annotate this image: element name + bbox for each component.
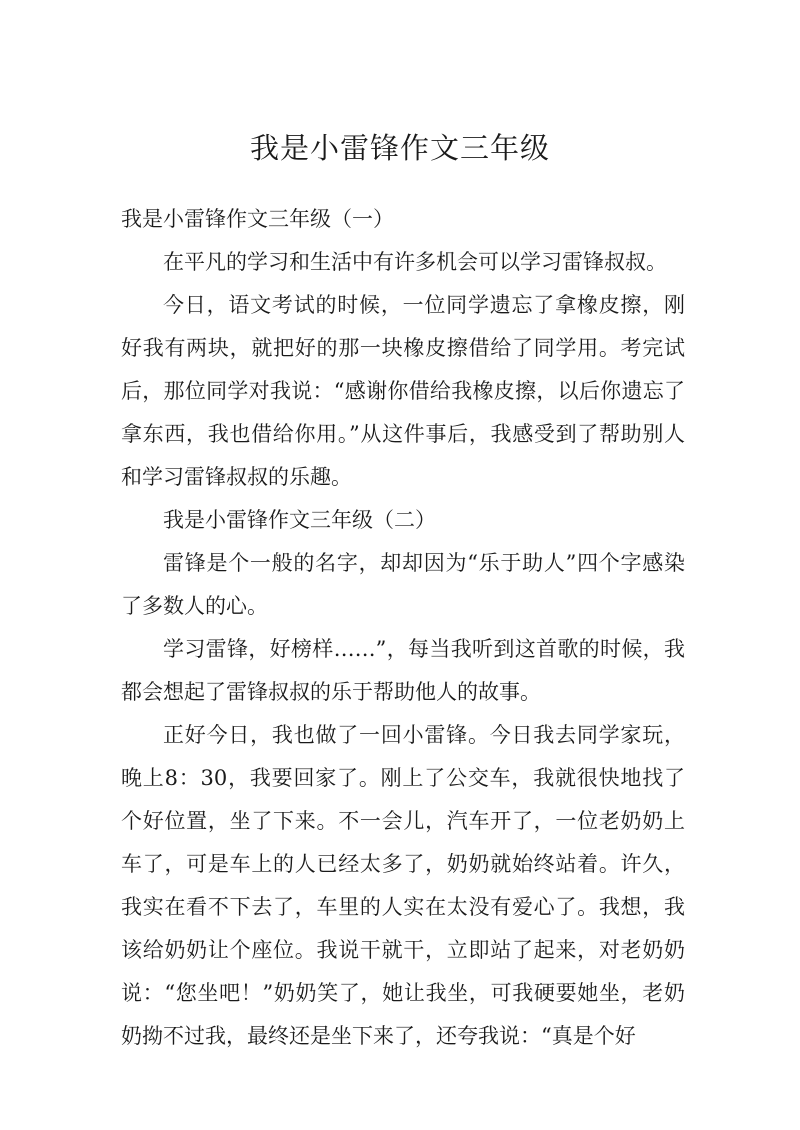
- paragraph: 在平凡的学习和生活中有许多机会可以学习雷锋叔叔。: [163, 250, 667, 274]
- paragraph-section-heading-1: 我是小雷锋作文三年级（一）: [121, 207, 394, 231]
- paragraph: 今日，语文考试的时候，一位同学遗忘了拿橡皮擦，刚好我有两块，就把好的那一块橡皮擦借给了同学用。考完试后，那位同学对我说：“感谢你借给我橡皮擦，以后你遗忘了拿东西，我也借给你用。”从这件事后，我感受到了帮助别人和学习雷锋叔叔的乐趣。: [121, 293, 685, 489]
- document-body: [121, 198, 685, 1058]
- document-title: 我是小雷锋作文三年级: [249, 131, 550, 165]
- paragraph: 学习雷锋，好榜样……”，每当我听到这首歌的时候，我都会想起了雷锋叔叔的乐于帮助他人的故事。: [121, 637, 685, 704]
- paragraph: 正好今日，我也做了一回小雷锋。今日我去同学家玩，晚上8：30，我要回家了。刚上了公交车，我就很快地找了个好位置，坐了下来。不一会儿，汽车开了，一位老奶奶上车了，可是车上的人已经太多了，奶奶就始终站着。许久，我实在看不下去了，车里的人实在太没有爱心了。我想，我该给奶奶让个座位。我说干就干，立即站了起来，对老奶奶说：“您坐吧！”奶奶笑了，她让我坐，可我硬要她坐，老奶奶拗不过我，最终还是坐下来了，还夸我说：“真是个好: [121, 723, 685, 1048]
- paragraph-section-heading-2: 我是小雷锋作文三年级（二）: [163, 508, 436, 532]
- paragraph: 雷锋是个一般的名字，却却因为“乐于助人”四个字感染了多数人的心。: [121, 551, 685, 618]
